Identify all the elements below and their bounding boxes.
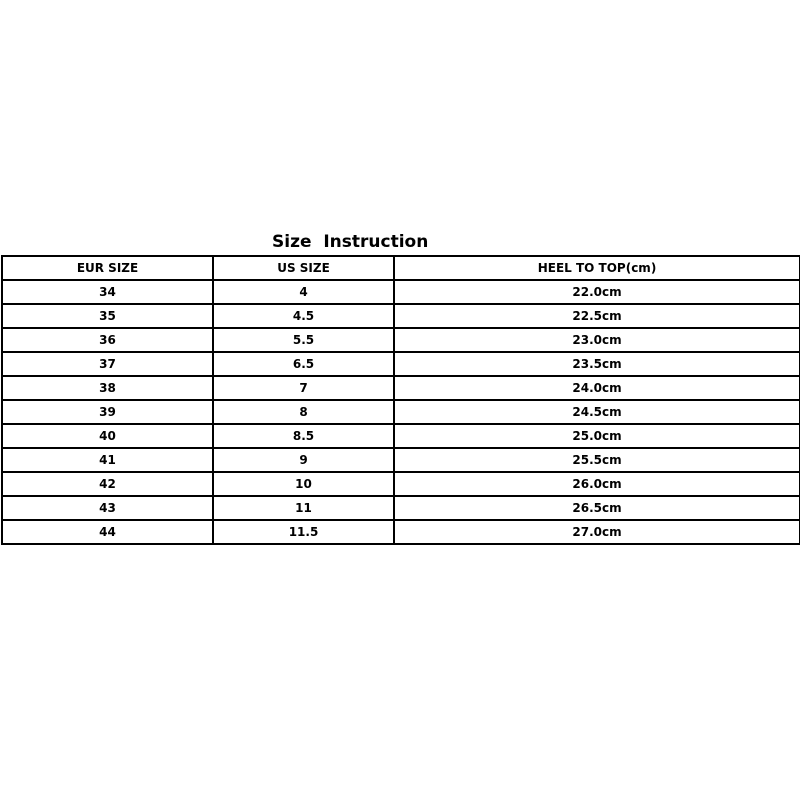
table-row <box>2 352 800 376</box>
heel-to-top-cell: 26.0cm <box>394 472 800 496</box>
us-size-cell: 8 <box>213 400 394 424</box>
table-row <box>2 520 800 544</box>
eur-size-cell: 41 <box>2 448 213 472</box>
eur-size-cell: 34 <box>2 280 213 304</box>
table-row <box>2 304 800 328</box>
table-row <box>2 424 800 448</box>
table-row <box>2 448 800 472</box>
us-size-cell: 6.5 <box>213 352 394 376</box>
eur-size-cell: 43 <box>2 496 213 520</box>
heel-to-top-cell: 23.5cm <box>394 352 800 376</box>
heel-to-top-cell: 22.5cm <box>394 304 800 328</box>
us-size-cell: 9 <box>213 448 394 472</box>
heel-to-top-cell: 26.5cm <box>394 496 800 520</box>
page-title: Size Instruction <box>272 232 429 252</box>
us-size-cell: 11 <box>213 496 394 520</box>
eur-size-cell: 39 <box>2 400 213 424</box>
heel-to-top-cell: 25.0cm <box>394 424 800 448</box>
us-size-cell: 11.5 <box>213 520 394 544</box>
us-size-cell: 10 <box>213 472 394 496</box>
us-size-cell: 4.5 <box>213 304 394 328</box>
column-header-us-size: US SIZE <box>213 256 394 280</box>
eur-size-cell: 37 <box>2 352 213 376</box>
us-size-cell: 8.5 <box>213 424 394 448</box>
eur-size-cell: 36 <box>2 328 213 352</box>
table-header-row <box>2 256 800 280</box>
size-chart-table <box>1 255 800 545</box>
us-size-cell: 4 <box>213 280 394 304</box>
heel-to-top-cell: 25.5cm <box>394 448 800 472</box>
table-row <box>2 400 800 424</box>
table-row <box>2 472 800 496</box>
column-header-eur-size: EUR SIZE <box>2 256 213 280</box>
us-size-cell: 5.5 <box>213 328 394 352</box>
eur-size-cell: 38 <box>2 376 213 400</box>
heel-to-top-cell: 23.0cm <box>394 328 800 352</box>
heel-to-top-cell: 24.0cm <box>394 376 800 400</box>
heel-to-top-cell: 24.5cm <box>394 400 800 424</box>
us-size-cell: 7 <box>213 376 394 400</box>
eur-size-cell: 42 <box>2 472 213 496</box>
table-row <box>2 280 800 304</box>
table-row <box>2 496 800 520</box>
eur-size-cell: 40 <box>2 424 213 448</box>
column-header-heel-to-top: HEEL TO TOP(cm) <box>394 256 800 280</box>
heel-to-top-cell: 22.0cm <box>394 280 800 304</box>
heel-to-top-cell: 27.0cm <box>394 520 800 544</box>
eur-size-cell: 44 <box>2 520 213 544</box>
table-row <box>2 376 800 400</box>
eur-size-cell: 35 <box>2 304 213 328</box>
table-row <box>2 328 800 352</box>
